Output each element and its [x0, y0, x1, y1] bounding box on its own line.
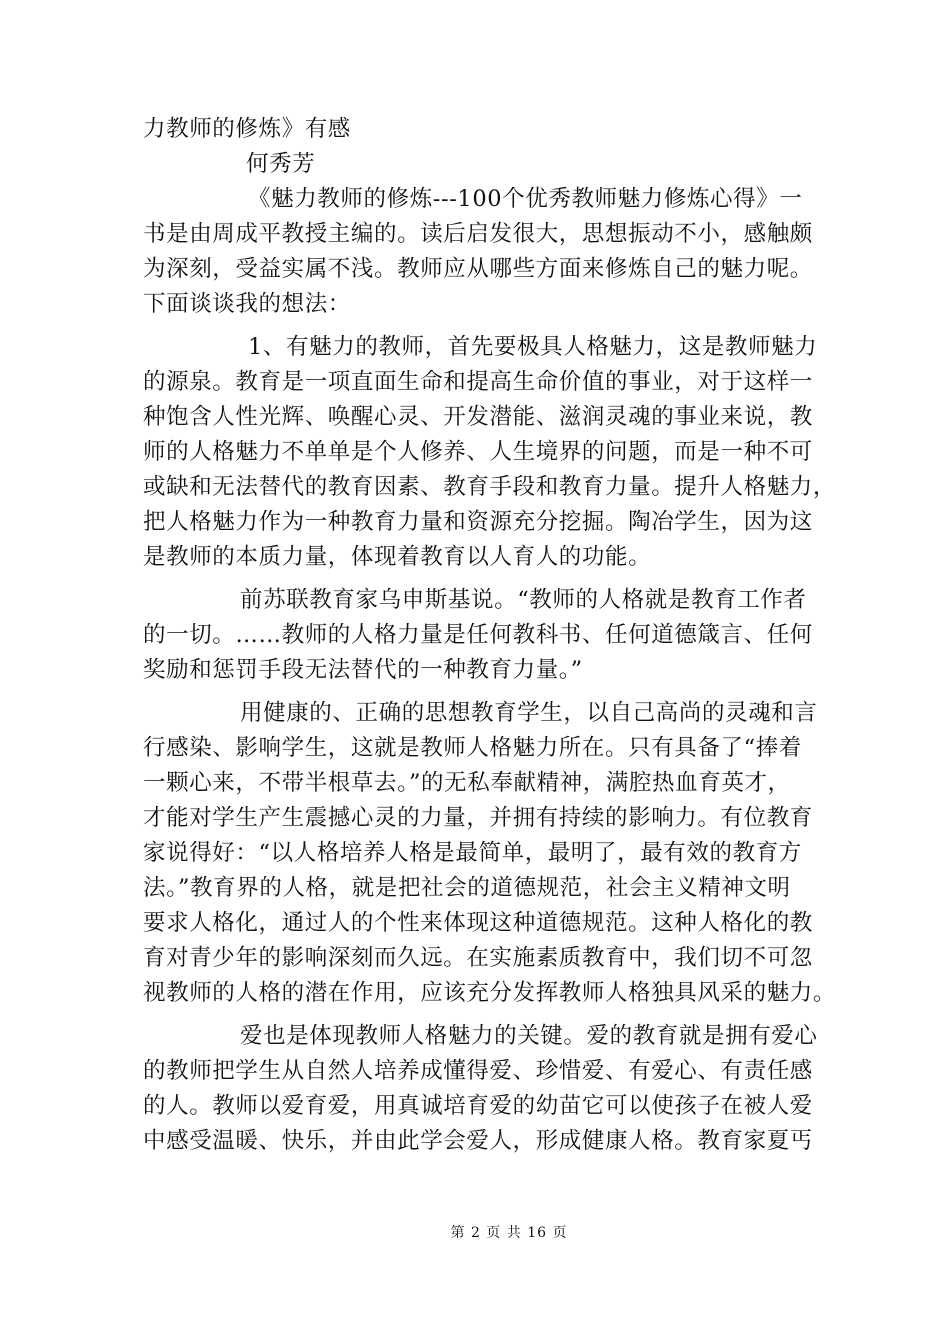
- paragraph-line: 《魅力教师的修炼---100个优秀教师魅力修炼心得》一: [248, 186, 803, 212]
- paragraph-line: 下面谈谈我的想法：: [143, 291, 351, 317]
- paragraph-line: 的一切。……教师的人格力量是任何教科书、任何道德箴言、任何: [143, 622, 813, 648]
- paragraph-line: 的源泉。教育是一项直面生命和提高生命价值的事业，对于这样一: [143, 369, 813, 395]
- paragraph-line: 把人格魅力作为一种教育力量和资源充分挖掘。陶冶学生，因为这: [143, 509, 813, 535]
- paragraph-line: 用健康的、正确的思想教育学生，以自己高尚的灵魂和言: [240, 700, 818, 726]
- paragraph-line: 前苏联教育家乌申斯基说。“教师的人格就是教育工作者: [240, 587, 807, 613]
- author-name: 何秀芳: [246, 151, 316, 177]
- document-body: [143, 112, 837, 1159]
- paragraph-line: 为深刻，受益实属不浅。教师应从哪些方面来修炼自己的魅力呢。: [143, 256, 813, 282]
- paragraph-line: 行感染、影响学生，这就是教师人格魅力所在。只有具备了“捧着: [143, 735, 802, 761]
- paragraph-line: 1、有魅力的教师，首先要极具人格魅力，这是教师魅力: [248, 334, 818, 360]
- paragraph-line: 书是由周成平教授主编的。读后启发很大，思想振动不小，感触颇: [143, 221, 813, 247]
- paragraph-line: 法。”教育界的人格，就是把社会的道德规范，社会主义精神文明: [143, 875, 791, 901]
- paragraph-line: 才能对学生产生震撼心灵的力量，并拥有持续的影响力。有位教育: [143, 805, 813, 831]
- paragraph-line: 育对青少年的影响深刻而久远。在实施素质教育中，我们切不可忽: [143, 945, 813, 971]
- paragraph-line: 师的人格魅力不单单是个人修养、人生境界的问题，而是一种不可: [143, 439, 813, 465]
- paragraph-line: 视教师的人格的潜在作用，应该充分发挥教师人格独具风采的魅力。: [143, 980, 837, 1006]
- paragraph-line: 的人。教师以爱育爱，用真诚培育爱的幼苗它可以使孩子在被人爱: [143, 1093, 813, 1119]
- paragraph-line: 要求人格化，通过人的个性来体现这种道德规范。这种人格化的教: [143, 910, 813, 936]
- paragraph-line: 中感受温暖、快乐，并由此学会爱人，形成健康人格。教育家夏丐: [143, 1128, 813, 1154]
- paragraph-line: 的教师把学生从自然人培养成懂得爱、珍惜爱、有爱心、有责任感: [143, 1058, 813, 1084]
- paragraph-line: 爱也是体现教师人格魅力的关键。爱的教育就是拥有爱心: [240, 1023, 818, 1049]
- paragraph-line: 或缺和无法替代的教育因素、教育手段和教育力量。提升人格魅力，: [143, 474, 837, 500]
- page-number-footer: 第 2 页 共 16 页: [450, 1225, 568, 1241]
- paragraph-line: 一颗心来，不带半根草去。”的无私奉献精神，满腔热血育英才，: [143, 770, 791, 796]
- paragraph-line: 种饱含人性光辉、唤醒心灵、开发潜能、滋润灵魂的事业来说，教: [143, 404, 813, 430]
- title-continuation: 力教师的修炼》有感: [143, 116, 351, 142]
- paragraph-line: 奖励和惩罚手段无法替代的一种教育力量。”: [143, 657, 583, 683]
- paragraph-line: 是教师的本质力量，体现着教育以人育人的功能。: [143, 544, 652, 570]
- paragraph-line: 家说得好：“以人格培养人格是最简单，最明了，最有效的教育方: [143, 840, 802, 866]
